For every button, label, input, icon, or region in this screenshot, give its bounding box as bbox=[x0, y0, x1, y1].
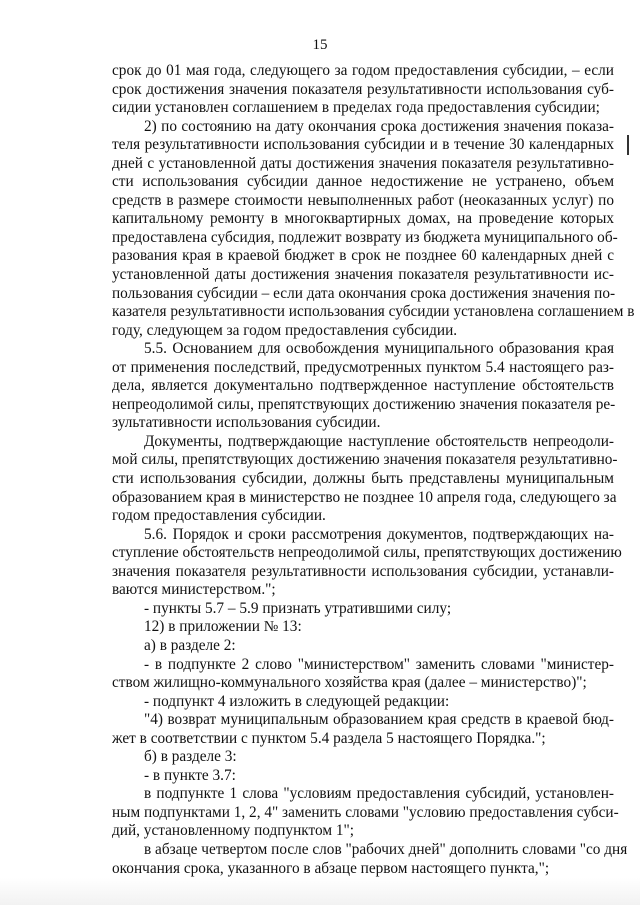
page-number: 15 bbox=[312, 37, 328, 53]
text-line: от применения последствий, предусмотренных пунктом 5.4 настоящего раз- bbox=[112, 358, 614, 376]
margin-change-bar bbox=[627, 135, 629, 155]
text-line: годом предоставления субсидии. bbox=[112, 507, 326, 525]
text-line: б) в разделе 3: bbox=[144, 748, 237, 766]
text-line: зультативности использования субсидии. bbox=[112, 414, 381, 432]
text-line: установленной даты достижения значения показателя результативности ис- bbox=[112, 266, 614, 284]
text-line: в подпункте 1 слова "условиям предоставления субсидий, установлен- bbox=[144, 785, 614, 803]
text-line: - подпункт 4 изложить в следующей редакции: bbox=[144, 692, 450, 710]
text-line: 12) в приложении № 13: bbox=[144, 618, 302, 636]
text-line: году, следующем за годом предоставления субсидии. bbox=[112, 321, 458, 339]
text-line: Документы, подтверждающие наступление обстоятельств непреодоли- bbox=[144, 432, 614, 450]
text-line: ступление обстоятельств непреодолимой силы, препятствующих достижению bbox=[112, 544, 622, 562]
text-line: дий, установленному подпунктом 1"; bbox=[112, 822, 354, 840]
text-line: значения показателя результативности использования субсидии, устанавли- bbox=[112, 562, 614, 580]
text-line: сидии установлен соглашением в пределах года предоставления субсидии; bbox=[112, 99, 600, 117]
text-line: предоставлена субсидия, подлежит возврату из бюджета муниципального об- bbox=[112, 228, 618, 246]
text-line: сти использования субсидии данное недостижение не устранено, объем bbox=[112, 173, 614, 191]
text-line: непреодолимой силы, препятствующих достижению значения показателя ре- bbox=[112, 395, 616, 413]
text-line: средств в размере стоимости невыполненных работ (неоказанных услуг) по bbox=[112, 191, 614, 209]
document-body bbox=[112, 62, 635, 897]
text-line: сти использования субсидии, должны быть представлены муниципальным bbox=[112, 470, 614, 488]
text-line: а) в разделе 2: bbox=[144, 636, 236, 654]
text-line: - в подпункте 2 слово "министерством" заменить словами "министер- bbox=[144, 655, 614, 673]
text-line: ством жилищно-коммунального хозяйства края (далее – министерство)"; bbox=[112, 674, 587, 692]
text-line: дней с установленной даты достижения значения показателя результативно- bbox=[112, 154, 614, 172]
text-line: окончания срока, указанного в абзаце первом настоящего пункта,"; bbox=[112, 859, 550, 877]
text-line: в абзаце четвертом после слов "рабочих дней" дополнить словами "со дня bbox=[144, 840, 628, 858]
text-line: - в пункте 3.7: bbox=[144, 766, 236, 784]
text-line: "4) возврат муниципальным образованием края средств в краевой бюд- bbox=[144, 711, 614, 729]
page-bottom-edge bbox=[0, 878, 640, 905]
text-line: - пункты 5.7 – 5.9 признать утратившими силу; bbox=[144, 599, 452, 617]
text-line: казателя результативности использования субсидии установлена соглашением в bbox=[112, 303, 635, 321]
text-line: образованием края в министерство не позднее 10 апреля года, следующего за bbox=[112, 488, 617, 506]
text-line: ным подпунктами 1, 2, 4" заменить словами "условию предоставления субси- bbox=[112, 803, 619, 821]
text-line: срок до 01 мая года, следующего за годом предоставления субсидии, – если bbox=[112, 62, 614, 79]
text-line: капитальному ремонту в многоквартирных домах, на проведение которых bbox=[112, 210, 614, 228]
text-line: жет в соответствии с пунктом 5.4 раздела 5 настоящего Порядка."; bbox=[112, 729, 546, 747]
text-line: 2) по состоянию на дату окончания срока достижения значения показа- bbox=[144, 117, 614, 135]
text-line: мой силы, препятствующих достижению значения показателя результативно- bbox=[112, 451, 618, 469]
text-line: пользования субсидии – если дата окончания срока достижения значения по- bbox=[112, 284, 616, 302]
text-line: срок достижения значения показателя результативности использования суб- bbox=[112, 80, 614, 98]
text-line: теля результативности использования субсидии и в течение 30 календарных bbox=[112, 136, 614, 154]
text-line: разования края в краевой бюджет в срок не позднее 60 календарных дней с bbox=[112, 247, 614, 265]
text-line: 5.6. Порядок и сроки рассмотрения документов, подтверждающих на- bbox=[144, 525, 614, 543]
text-line: дела, является документально подтвержденное наступление обстоятельств bbox=[112, 377, 614, 395]
text-line: ваются министерством."; bbox=[112, 581, 276, 599]
text-line: 5.5. Основанием для освобождения муниципального образования края bbox=[144, 340, 614, 358]
